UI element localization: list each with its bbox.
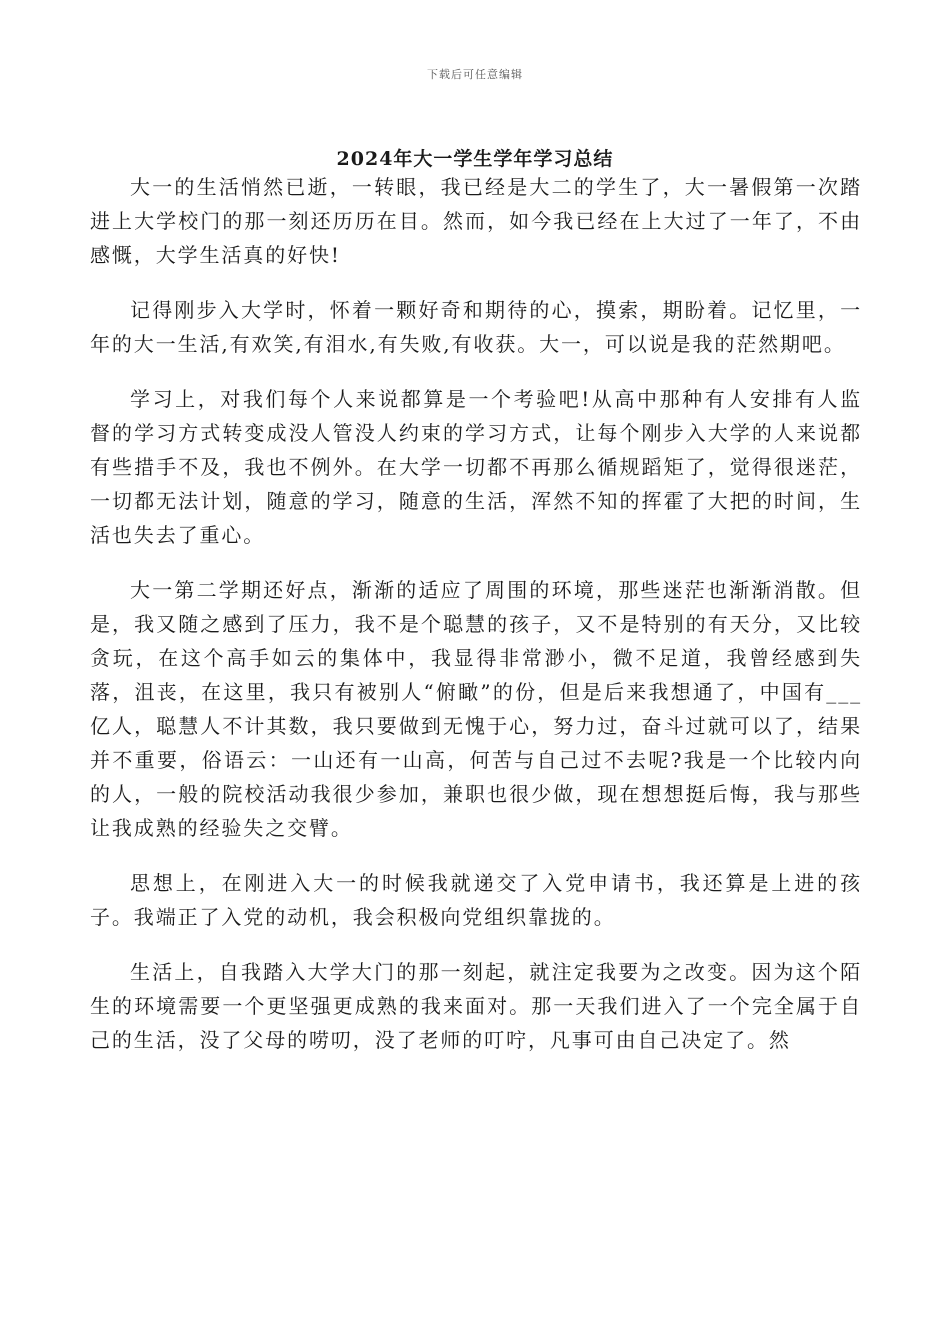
paragraph-2: 记得刚步入大学时，怀着一颗好奇和期待的心，摸索，期盼着。记忆里，一年的大一生活,有欢笑,有泪水,有失败,有收获。大一，可以说是我的茫然期吧。 [90,298,862,356]
paragraph-6: 生活上，自我踏入大学大门的那一刻起，就注定我要为之改变。因为这个陌生的环境需要一个更坚强更成熟的我来面对。那一天我们进入了一个完全属于自己的生活，没了父母的唠叨，没了老师的叮咛，凡事可由自己决定了。然 [90,960,862,1052]
paragraph-4: 大一第二学期还好点，渐渐的适应了周围的环境，那些迷茫也渐渐消散。但是，我又随之感到了压力，我不是个聪慧的孩子，又不是特别的有天分，又比较贪玩，在这个高手如云的集体中，我显得非常渺小，微不足道，我曾经感到失落，沮丧，在这里，我只有被别人“俯瞰”的份，但是后来我想通了，中国有___亿人，聪慧人不计其数，我只要做到无愧于心，努力过，奋斗过就可以了，结果并不重要，俗语云：一山还有一山高，何苦与自己过不去呢?我是一个比较内向的人，一般的院校活动我很少参加，兼职也很少做，现在想想挺后悔，我与那些让我成熟的经验失之交臂。 [90,578,862,840]
paragraph-5: 思想上，在刚进入大一的时候我就递交了入党申请书，我还算是上进的孩子。我端正了入党的动机，我会积极向党组织靠拢的。 [90,871,862,929]
paragraph-3: 学习上，对我们每个人来说都算是一个考验吧!从高中那种有人安排有人监督的学习方式转变成没人管没人约束的学习方式，让每个刚步入大学的人来说都有些措手不及，我也不例外。在大学一切都不再那么循规蹈矩了，觉得很迷茫，一切都无法计划，随意的学习，随意的生活，浑然不知的挥霍了大把的时间，生活也失去了重心。 [90,387,862,547]
document-title: 2024年大一学生学年学习总结 [336,148,614,170]
header-note: 下载后可任意编辑 [427,68,523,81]
paragraph-1: 大一的生活悄然已逝，一转眼，我已经是大二的学生了，大一暑假第一次踏进上大学校门的那一刻还历历在目。然而，如今我已经在上大过了一年了，不由感慨，大学生活真的好快! [90,175,862,267]
document-body [90,170,862,1078]
